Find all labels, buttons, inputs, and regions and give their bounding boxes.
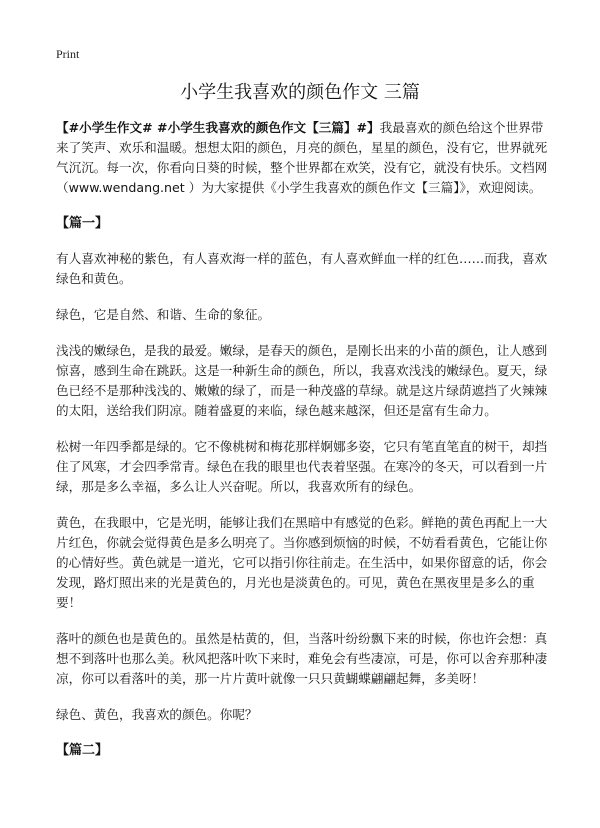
intro-text: 我最喜欢的颜色给这个世界带来了笑声、欢乐和温暖。想想太阳的颜色，月亮的颜色，星星的颜色，没有它，世界就死气沉沉。每一次，你看向日葵的时候，整个世界都在欢笑，没有它，就没有快乐。文档网（www.wendang.net ）为大家提供《小学生我喜欢的颜色作文【三篇】》，欢迎阅读。 (56, 120, 548, 195)
paragraph-4: 松树一年四季都是绿的。它不像桃树和梅花那样婀娜多姿，它只有笔直笔直的树干，却挡住了风寒，才会四季常青。绿色在我的眼里也代表着坚强。在寒冷的冬天，可以看到一片绿，那是多么幸福，多么让人兴奋呢。所以，我喜欢所有的绿色。 (56, 439, 548, 494)
article-body (56, 118, 550, 776)
section-heading-2: 【篇二】 (56, 743, 109, 758)
paragraph-7: 绿色、黄色，我喜欢的颜色。你呢？ (56, 707, 258, 722)
paragraph-5: 黄色，在我眼中，它是光明，能够让我们在黑暗中有感觉的色彩。鲜艳的黄色再配上一大片红色，你就会觉得黄色是多么明亮了。当你感到烦恼的时候，不妨看看黄色，它能让你的心情好些。黄色就是一道光，它可以指引你往前走。在生活中，如果你留意的话，你会发现，路灯照出来的光是黄色的，月光也是淡黄色的。可见，黄色在黑夜里是多么的重要！ (56, 515, 548, 610)
paragraph-1: 有人喜欢神秘的紫色，有人喜欢海一样的蓝色，有人喜欢鲜血一样的红色……而我，喜欢绿色和黄色。 (56, 251, 548, 286)
paragraph-2: 绿色，它是自然、和谐、生命的象征。 (56, 307, 271, 322)
paragraph-6: 落叶的颜色也是黄色的。虽然是枯黄的，但，当落叶纷纷飘下来的时候，你也许会想：真想不到落叶也那么美。秋风把落叶吹下来时，难免会有些凄凉，可是，你可以舍弃那种凄凉，你可以看落叶的美，那一片片黄叶就像一只只黄蝴蝶翩翩起舞，多美呀！ (56, 631, 548, 686)
article-title: 小学生我喜欢的颜色作文 三篇 (180, 82, 420, 103)
section-heading-1: 【篇一】 (56, 216, 109, 231)
intro-paragraph (56, 118, 550, 198)
paragraph-3: 浅浅的嫩绿色，是我的最爱。嫩绿，是春天的颜色，是刚长出来的小苗的颜色，让人感到惊喜，感到生命在跳跃。这是一种新生命的颜色，所以，我喜欢浅浅的嫩绿色。夏天，绿色已经不是那种浅浅的、嫩嫩的绿了，而是一种茂盛的草绿。就是这片绿荫遮挡了火辣辣的太阳，送给我们阴凉。随着盛夏的来临，绿色越来越深，但还是富有生命力。 (56, 343, 548, 418)
intro-tags: 【#小学生作文# #小学生我喜欢的颜色作文【三篇】#】 (56, 120, 380, 135)
print-link[interactable]: Print (56, 47, 80, 61)
